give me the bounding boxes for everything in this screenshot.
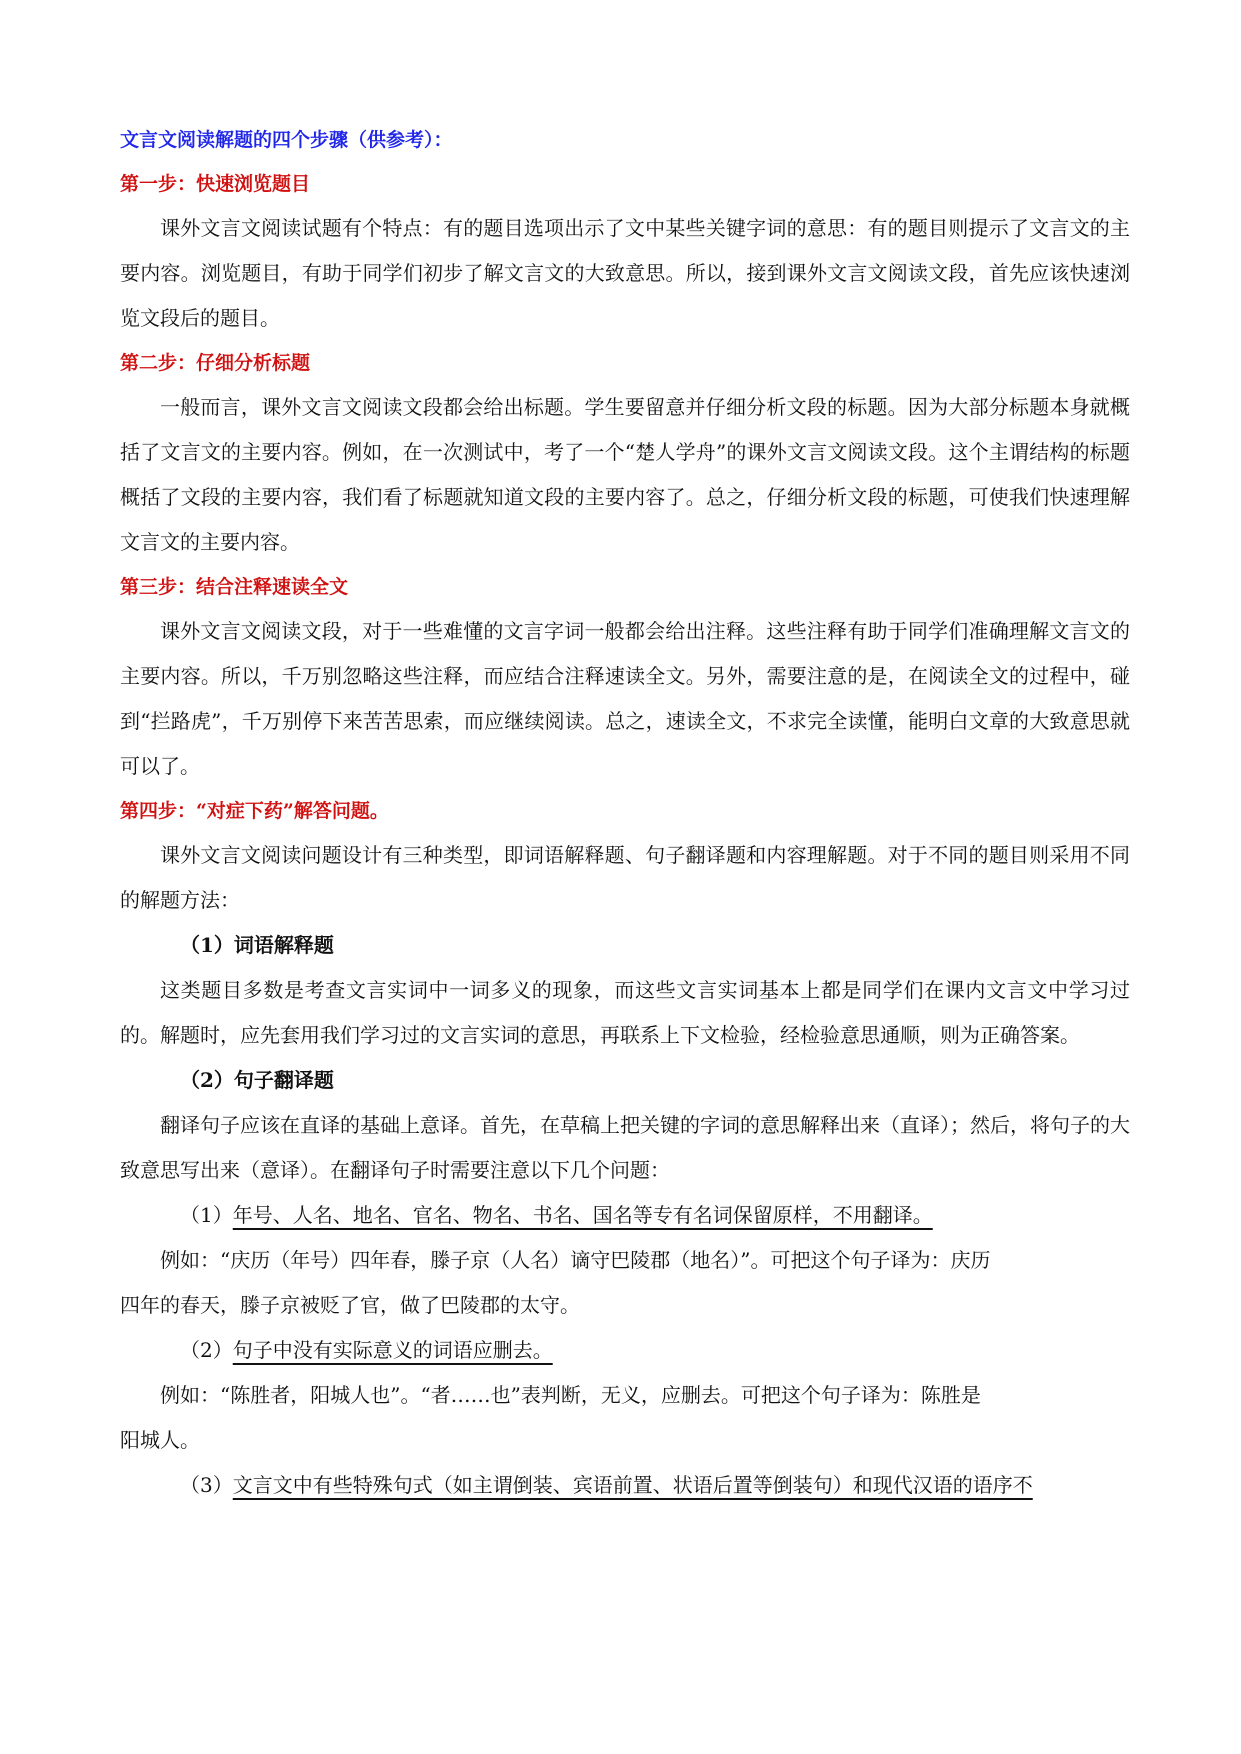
example-1-line-1: 例如：“庆历（年号）四年春，滕子京（人名）谪守巴陵郡（地名）”。可把这个句子译为：庆历 bbox=[160, 1248, 991, 1272]
step-2-paragraph: 一般而言，课外文言文阅读文段都会给出标题。学生要留意并仔细分析文段的标题。因为大部分标题本身就概括了文言文的主要内容。例如，在一次测试中，考了一个“楚人学舟”的课外文言文阅读文段。这个主谓结构的标题概括了文段的主要内容，我们看了标题就知道文段的主要内容了。总之，仔细分析文段的标题，可使我们快速理解文言文的主要内容。 bbox=[120, 395, 1130, 554]
step-1-paragraph: 课外文言文阅读试题有个特点：有的题目选项出示了文中某些关键字词的意思：有的题目则提示了文言文的主要内容。浏览题目，有助于同学们初步了解文言文的大致意思。所以，接到课外文言文阅读文段，首先应该快速浏览文段后的题目。 bbox=[120, 216, 1130, 330]
example-1-line-2: 四年的春天，滕子京被贬了官，做了巴陵郡的太守。 bbox=[120, 1293, 580, 1317]
point-text: 年号、人名、地名、官名、物名、书名、国名等专有名词保留原样，不用翻译。 bbox=[232, 1203, 933, 1227]
point-number: （2） bbox=[180, 1338, 233, 1362]
section-1-paragraph: 这类题目多数是考查文言实词中一词多义的现象，而这些文言实词基本上都是同学们在课内文言文中学习过的。解题时，应先套用我们学习过的文言实词的意思，再联系上下文检验，经检验意思通顺，则为正确答案。 bbox=[120, 978, 1130, 1047]
step-2-heading: 第二步：仔细分析标题 bbox=[120, 352, 311, 374]
point-text: 句子中没有实际意义的词语应删去。 bbox=[232, 1338, 553, 1362]
translation-point-3 bbox=[120, 1463, 1130, 1508]
step-3-paragraph: 课外文言文阅读文段，对于一些难懂的文言字词一般都会给出注释。这些注释有助于同学们准确理解文言文的主要内容。所以，千万别忽略这些注释，而应结合注释速读全文。另外，需要注意的是，在阅读全文的过程中，碰到“拦路虎”，千万别停下来苦苦思索，而应继续阅读。总之，速读全文，不求完全读懂，能明白文章的大致意思就可以了。 bbox=[120, 619, 1130, 778]
translation-point-1 bbox=[120, 1193, 1130, 1238]
step-1-heading: 第一步：快速浏览题目 bbox=[120, 173, 311, 195]
example-2-line-1: 例如：“陈胜者，阳城人也”。“者……也”表判断，无义，应删去。可把这个句子译为：陈胜是 bbox=[160, 1383, 981, 1407]
point-number: （1） bbox=[180, 1203, 233, 1227]
document-title: 文言文阅读解题的四个步骤（供参考）： bbox=[120, 129, 453, 151]
example-2-line-2: 阳城人。 bbox=[120, 1428, 200, 1452]
section-2-heading: （2）句子翻译题 bbox=[180, 1068, 334, 1092]
step-3-heading: 第三步：结合注释速读全文 bbox=[120, 576, 349, 598]
point-number: （3） bbox=[180, 1473, 233, 1497]
section-2-paragraph: 翻译句子应该在直译的基础上意译。首先，在草稿上把关键的字词的意思解释出来（直译）；然后，将句子的大致意思写出来（意译）。在翻译句子时需要注意以下几个问题： bbox=[120, 1113, 1130, 1182]
step-4-paragraph: 课外文言文阅读问题设计有三种类型，即词语解释题、句子翻译题和内容理解题。对于不同的题目则采用不同的解题方法： bbox=[120, 843, 1130, 912]
point-text: 文言文中有些特殊句式（如主谓倒装、宾语前置、状语后置等倒装句）和现代汉语的语序不 bbox=[232, 1473, 1033, 1497]
section-1-heading: （1）词语解释题 bbox=[180, 933, 334, 957]
document-page bbox=[120, 118, 1130, 1508]
translation-point-2 bbox=[120, 1328, 1130, 1373]
step-4-heading: 第四步：“对症下药”解答问题。 bbox=[120, 800, 389, 822]
